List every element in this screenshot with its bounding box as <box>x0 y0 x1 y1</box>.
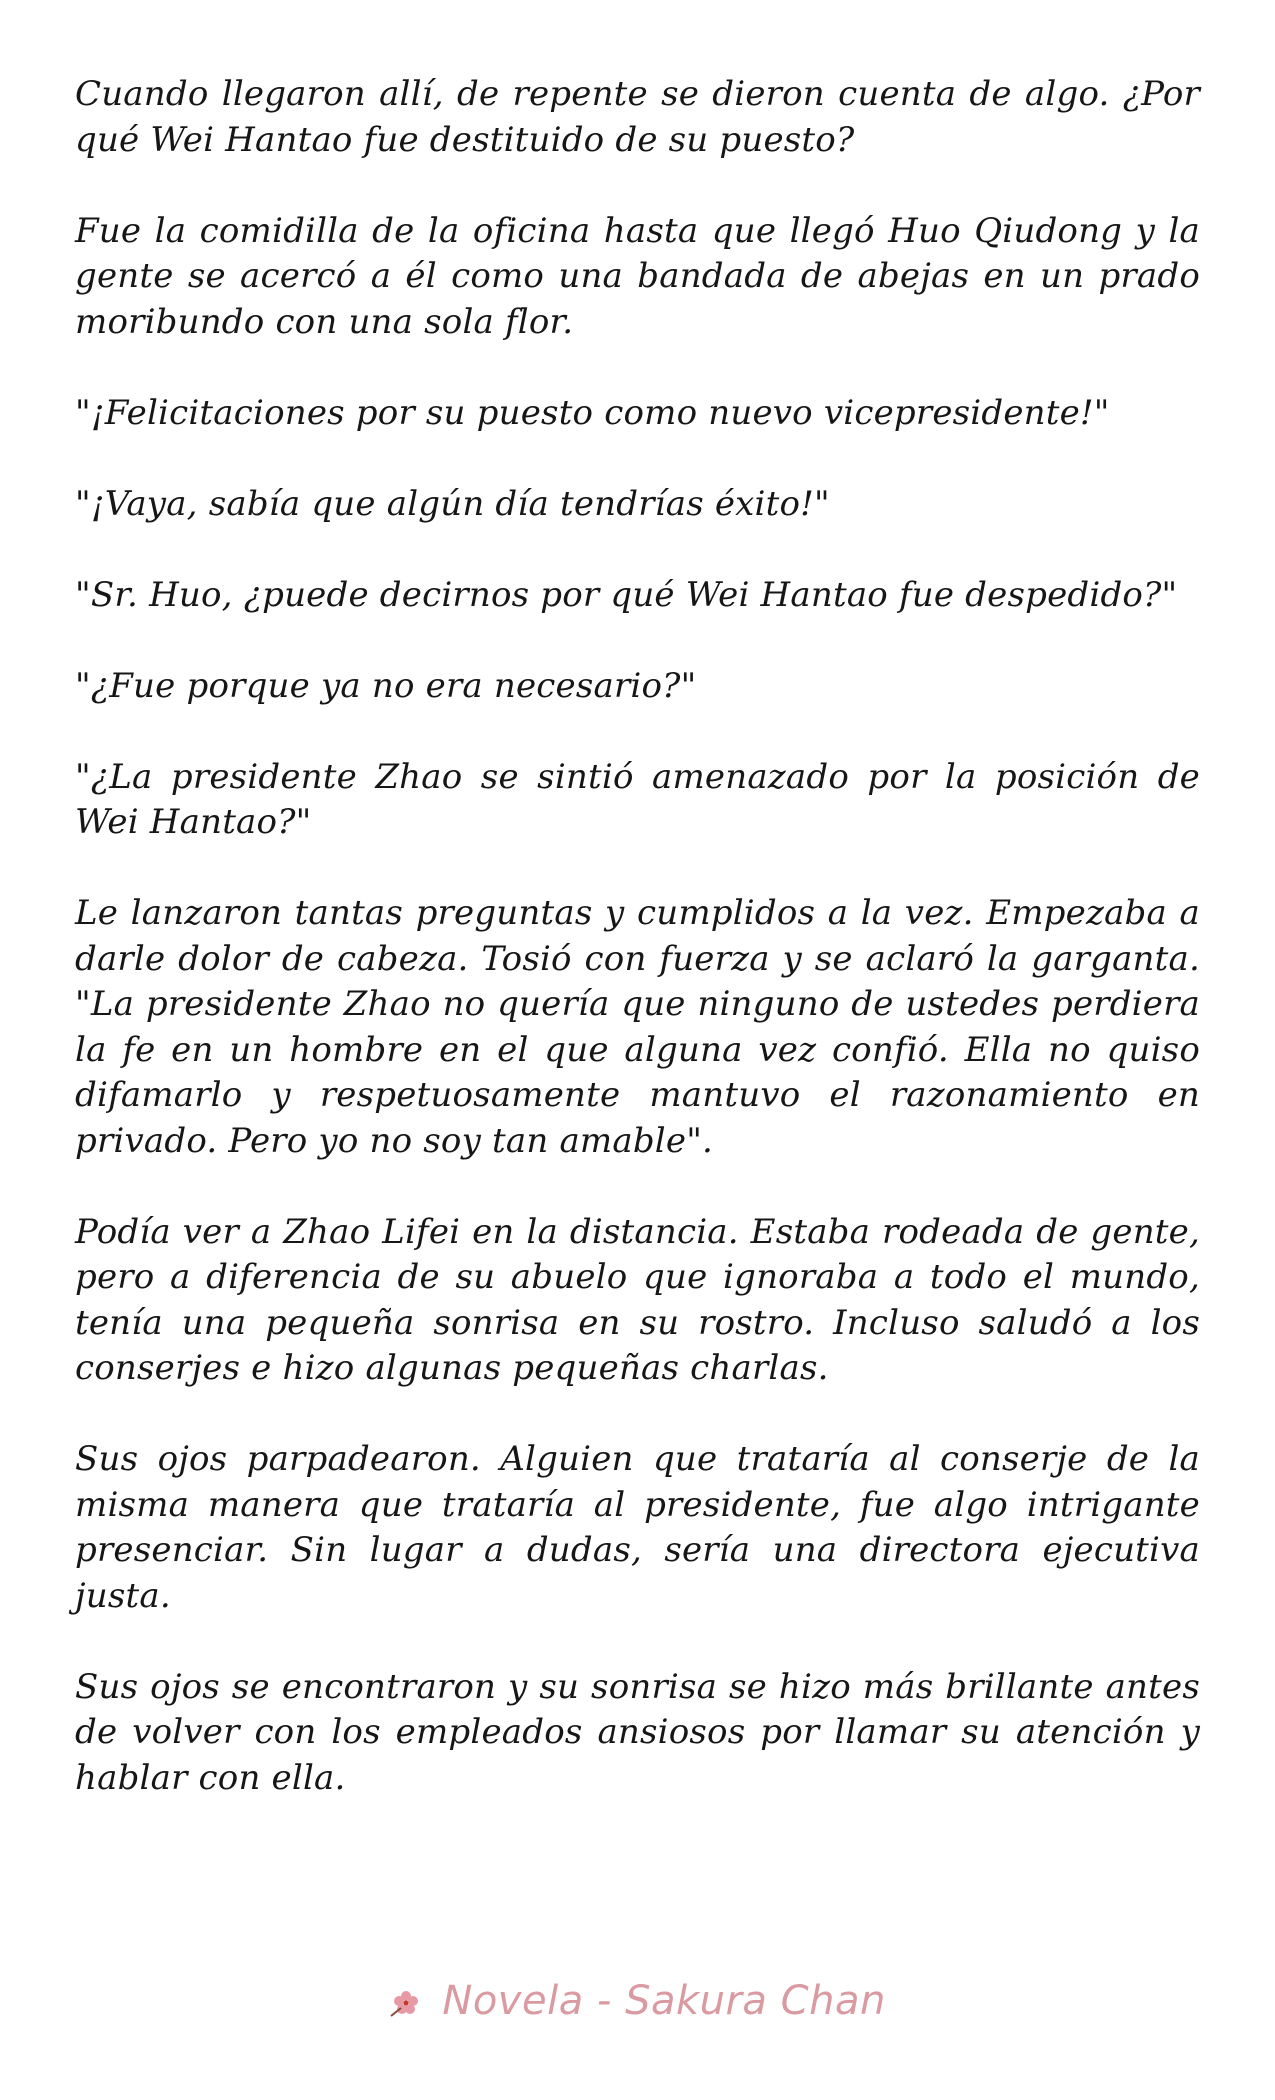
paragraph-1: Cuando llegaron allí, de repente se dieron cuenta de algo. ¿Por qué Wei Hantao fue destituido de su puesto? <box>75 74 1200 160</box>
watermark <box>0 1978 1275 2024</box>
paragraph-10: Sus ojos parpadearon. Alguien que trataría al conserje de la misma manera que trataría al presidente, fue algo intrigante presenciar. Sin lugar a dudas, sería una directora ejecutiva justa. <box>75 1439 1200 1616</box>
paragraph-9: Podía ver a Zhao Lifei en la distancia. Estaba rodeada de gente, pero a diferencia de su abuelo que ignoraba a todo el mundo, tenía una pequeña sonrisa en su rostro. Incluso saludó a los conserjes e hizo algunas pequeñas charlas. <box>75 1211 1200 1388</box>
paragraph-4: "¡Vaya, sabía que algún día tendrías éxito!" <box>75 483 830 524</box>
paragraph-11: Sus ojos se encontraron y su sonrisa se hizo más brillante antes de volver con los empleados ansiosos por llamar su atención y hablar con ella. <box>75 1666 1200 1798</box>
paragraph-7: "¿La presidente Zhao se sintió amenazado por la posición de Wei Hantao?" <box>75 756 1200 842</box>
paragraph-3: "¡Felicitaciones por su puesto como nuevo vicepresidente!" <box>75 392 1110 433</box>
paragraph-5: "Sr. Huo, ¿puede decirnos por qué Wei Hantao fue despedido?" <box>75 574 1178 615</box>
paragraph-2: Fue la comidilla de la oficina hasta que llegó Huo Qiudong y la gente se acercó a él como una bandada de abejas en un prado moribundo con una sola flor. <box>75 210 1200 342</box>
paragraph-6: "¿Fue porque ya no era necesario?" <box>75 665 697 706</box>
sakura-flower-icon <box>389 1978 442 2024</box>
watermark-text: Novela - Sakura Chan <box>442 1978 886 2024</box>
paragraph-8: Le lanzaron tantas preguntas y cumplidos a la vez. Empezaba a darle dolor de cabeza. Tosió con fuerza y se aclaró la garganta. "La presidente Zhao no quería que ninguno de ustedes perdiera la fe en un hombre en el que alguna vez confió. Ella no quiso difamarlo y respetuosamente mantuvo el razonamiento en privado. Pero yo no soy tan amable". <box>75 893 1200 1161</box>
chapter-text <box>75 72 1200 1847</box>
